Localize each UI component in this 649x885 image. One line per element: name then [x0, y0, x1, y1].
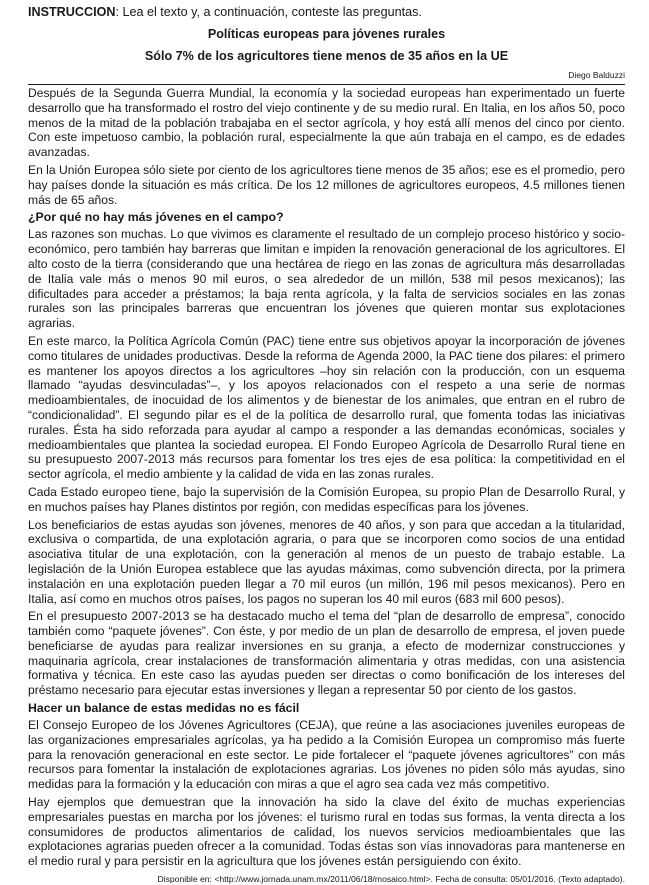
author-name: Diego Balduzzi	[568, 70, 625, 80]
paragraph: El Consejo Europeo de los Jóvenes Agricultores (CEJA), que reúne a las asociaciones juveniles europeas de las organizaciones empresariales agrícolas, ya ha pedido a la Comisión Europea un compromiso más fuerte para la renovación generacional en este sector. Le pide fortalecer el “paquete jóvenes agricultores” con más recursos para fomentar la instalación de explotaciones agrarias. Los jóvenes no piden sólo más ayudas, sino medidas para la formación y la educación con miras a que el agro sea cada vez más competitivo.	[28, 718, 625, 792]
paragraph: En el presupuesto 2007-2013 se ha destacado mucho el tema del “plan de desarrollo de empresa”, conocido también como “paquete jóvenes”. Con éste, y por medio de un plan de desarrollo de empresa, el joven puede beneficiarse de ayudas para realizar inversiones en su granja, a efecto de modernizar construcciones y maquinaria agrícola, crear instalaciones de transformación alimentaria y otras medidas, con una asistencia formativa y técnica. En este caso las ayudas pueden ser directas o como bonificación de los intereses del préstamo necesario para ejecutar estas inversiones y llegan a representar 50 por ciento de los gastos.	[28, 609, 625, 698]
paragraph: En este marco, la Política Agrícola Común (PAC) tiene entre sus objetivos apoyar la incorporación de jóvenes como titulares de unidades productivas. Desde la reforma de Agenda 2000, la PAC tiene dos pilares: el primero es mantener los apoyos directos a los agricultores –hoy sin relación con la producción, con un esquema llamado “ayudas desvinculadas”–, y los apoyos relacionados con el respeto a una serie de normas medioambientales, de inocuidad de los alimentos y de bienestar de los animales, que entran en el rubro de “condicionalidad”. El segundo pilar es el de la política de desarrollo rural, que fomenta todas las iniciativas rurales. Ésta ha sido reforzada para ayudar al campo a responder a las demandas económicas, sociales y medioambientales que plantea la sociedad europea. El Fondo Europeo Agrícola de Desarrollo Rural tiene en su presupuesto 2007-2013 más recursos para fomentar los tres ejes de esa política: la competitividad en el sector agrícola, el medio ambiente y la calidad de vida en las zonas rurales.	[28, 333, 625, 482]
article-title: Políticas europeas para jóvenes rurales	[207, 27, 446, 41]
paragraph: En la Unión Europea sólo siete por ciento de los agricultores tiene menos de 35 años; ese es el promedio, pero hay países donde la situación es más crítica. De los 12 millones de agricultores europeos, 4.5 millones tienen más de 65 años.	[28, 162, 625, 207]
source-citation: Disponible en: <http://www.jornada.unam.mx/2011/06/18/mosaico.html>. Fecha de consulta: 05/01/2016. (Texto adaptado).	[157, 874, 625, 885]
instruction-text: : Lea el texto y, a continuación, conteste las preguntas.	[115, 5, 422, 19]
article-subtitle: Sólo 7% de los agricultores tiene menos de 35 años en la UE	[144, 49, 509, 63]
paragraph: Hay ejemplos que demuestran que la innovación ha sido la clave del éxito de muchas experiencias empresariales puestas en marcha por los jóvenes: el turismo rural en todas sus formas, la venta directa a los consumidores de productos alimentarios de calidad, los nuevos servicios medioambientales que las explotaciones agrarias pueden ofrecer a la comunidad. Todas éstas son vías innovadoras para mantenerse en el medio rural y para persistir en la agricultura que los jóvenes están persiguiendo con éxito.	[28, 795, 625, 869]
section-heading: Hacer un balance de estas medidas no es fácil	[28, 701, 300, 716]
paragraph: Después de la Segunda Guerra Mundial, la economía y la sociedad europeas han experimentado un fuerte desarrollo que ha transformado el rostro del viejo continente y de su medio rural. En Italia, en los años 50, poco menos de la mitad de la población trabajaba en el sector agrícola, y hoy está allí menos del cinco por ciento. Con este impetuoso cambio, la población rural, especialmente la que aún trabaja en el campo, es de edades avanzadas.	[28, 86, 625, 160]
divider	[28, 84, 625, 85]
paragraph: Los beneficiarios de estas ayudas son jóvenes, menores de 40 años, y son para que accedan a la titularidad, exclusiva o compartida, de una explotación agraria, o para que se incorporen como socios de una entidad asociativa titular de una explotación, con la generación al menos de un puesto de trabajo estable. La legislación de la Unión Europea establece que las ayudas máximas, como subvención directa, por la primera instalación en una explotación pueden llegar a 70 mil euros (un millón, 196 mil pesos mexicanos). Pero en Italia, así como en muchos otros países, los pagos no superan los 40 mil euros (683 mil 600 pesos).	[28, 517, 625, 606]
section-heading: ¿Por qué no hay más jóvenes en el campo?	[28, 210, 284, 225]
instruction-line	[28, 4, 625, 20]
paragraph: Las razones son muchas. Lo que vivimos es claramente el resultado de un complejo proceso histórico y socio-económico, pero también hay barreras que limitan e impiden la renovación generacional de los agricultores. El alto costo de la tierra (considerando que una hectárea de riego en las zonas de agricultura más desarrolladas de Italia vale más o menos 90 mil euros, o sea alrededor de un millón, 538 mil pesos mexicanos); las dificultades para acceder a préstamos; la baja renta agrícola, y la falta de servicios sociales en las zonas rurales son las principales barreras que encuentran los jóvenes que quieren montar sus explotaciones agrarias.	[28, 227, 625, 331]
instruction-label: INSTRUCCION	[28, 5, 116, 19]
paragraph: Cada Estado europeo tiene, bajo la supervisión de la Comisión Europea, su propio Plan de Desarrollo Rural, y en muchos países hay Planes distintos por región, con medidas específicas para los jóvenes.	[28, 484, 625, 514]
